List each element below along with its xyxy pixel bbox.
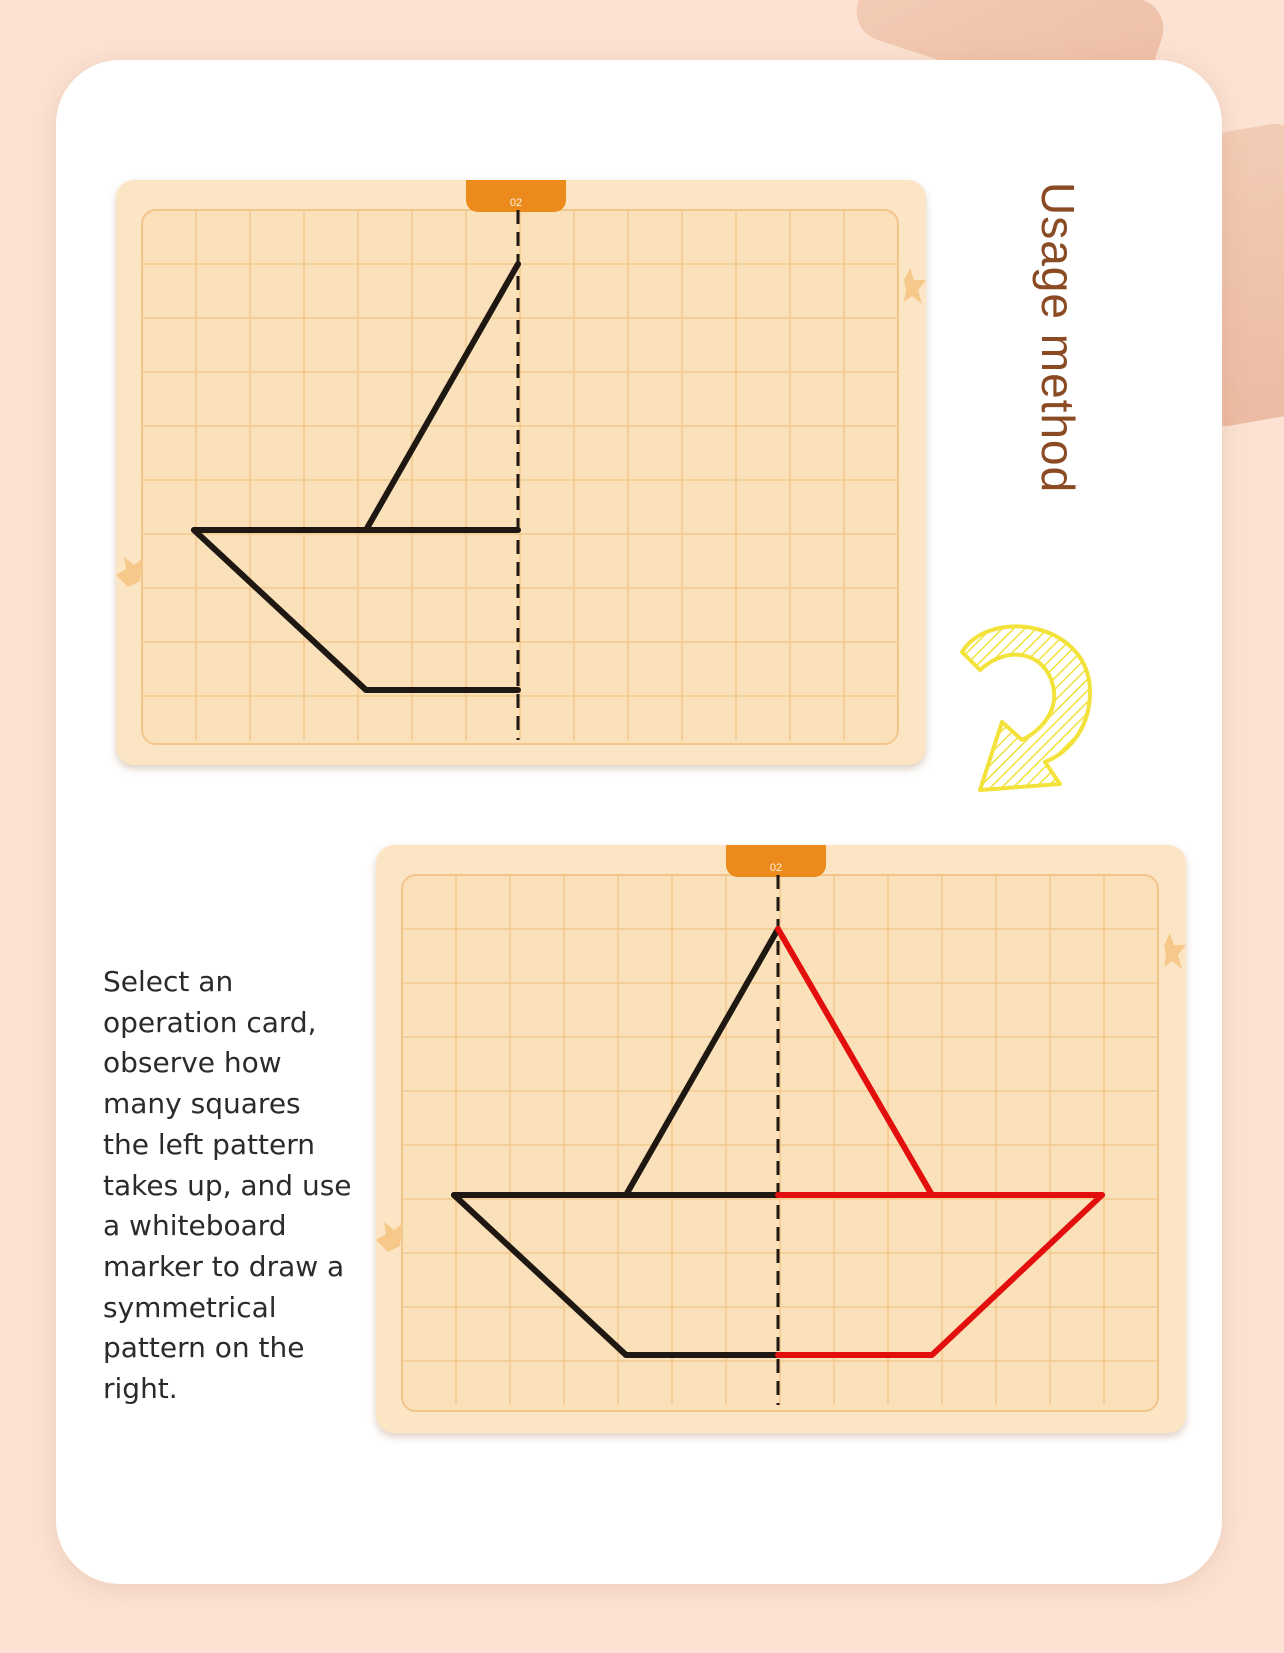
operation-card-completed bbox=[376, 845, 1186, 1433]
grid-board bbox=[116, 180, 926, 765]
instruction-text: Select an operation card, observe how many squares the left pattern takes up, and use a whiteboard marker to draw a symmetrical pattern on the right. bbox=[103, 965, 352, 1406]
star-icon bbox=[116, 557, 142, 587]
star-icon bbox=[1164, 933, 1186, 969]
page-title: Usage method bbox=[1032, 182, 1084, 494]
curved-arrow-icon bbox=[950, 612, 1110, 812]
star-icon bbox=[904, 268, 926, 304]
grid-board bbox=[376, 845, 1186, 1433]
card-tab-label: 02 bbox=[509, 197, 523, 209]
operation-card-example bbox=[116, 180, 926, 765]
star-icon bbox=[376, 1222, 402, 1252]
card-tab-label: 02 bbox=[769, 862, 783, 874]
